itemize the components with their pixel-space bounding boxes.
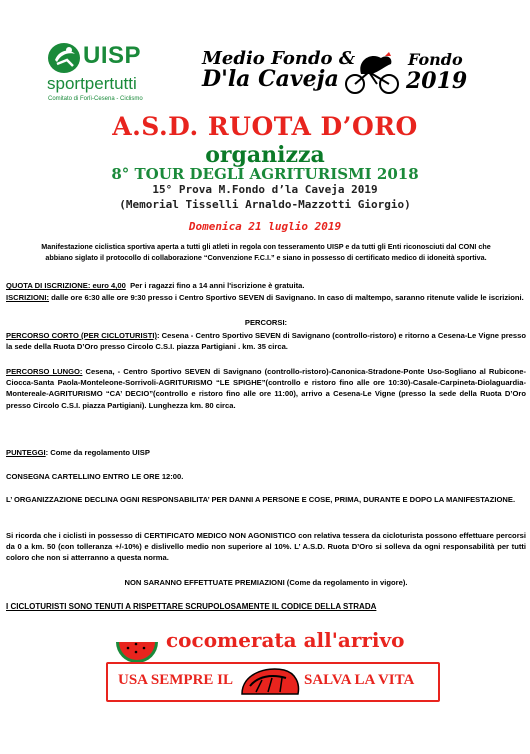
prova-heading: 15° Prova M.Fondo d’la Caveja 2019 — [152, 183, 378, 196]
punteggi-text: : Come da regolamento UISP — [45, 448, 150, 457]
uisp-tagline: sportpertutti — [47, 74, 137, 93]
uisp-name: UISP — [83, 42, 142, 69]
memorial-heading: (Memorial Tisselli Arnaldo-Mazzotti Giorgio) — [119, 198, 411, 211]
percorso-lungo-paragraph — [6, 366, 526, 411]
event-logo-fondo: Fondo — [408, 50, 463, 69]
percorso-lungo-label: PERCORSO LUNGO: — [6, 367, 83, 376]
uisp-runner-icon — [47, 42, 81, 74]
percorso-corto-text: : Cesena - Centro Sportivo SEVEN di Savignano (controllo-ristoro) e ritorno a Cesena-Le Vigne presso la sede della Ruota D’Oro presso Circolo C.S.I. piazza Partigiani . km. 35 circa. — [6, 331, 526, 352]
uisp-logo — [45, 40, 165, 108]
quota-line — [6, 280, 526, 291]
percorsi-heading: PERCORSI: — [244, 318, 288, 327]
responsabilita-paragraph: L’ ORGANIZZAZIONE DECLINA OGNI RESPONSABILITA’ PER DANNI A PERSONE E COSE, PRIMA, DURANTE E DOPO LA MANIFESTAZIONE. — [6, 495, 516, 504]
codice-strada-line: I CICLOTURISTI SONO TENUTI A RISPETTARE SCRUPOLOSAMENTE IL CODICE DELLA STRADA — [6, 602, 377, 611]
tour-heading: 8° TOUR DEGLI AGRITURISMI 2018 — [111, 165, 419, 183]
punteggi-line — [6, 447, 526, 458]
quota-text: Per i ragazzi fino a 14 anni l'iscrizione è gratuita. — [130, 281, 305, 290]
watermelon-icon — [114, 624, 160, 664]
cartellino-line: CONSEGNA CARTELLINO ENTRO LE ORE 12:00. — [6, 472, 184, 481]
cocomerata-text: cocomerata all'arrivo — [166, 628, 405, 652]
certificato-paragraph: Si ricorda che i ciclisti in possesso di CERTIFICATO MEDICO NON AGONISTICO con relativa tessera da cicloturista possono effettuare percorsi da 0 a km. 50 (con tolleranza +/-10%) e dislivello medio non superiore al 10%. L’ A.S.D. Ruota D’Oro si solleva da ogni responsabilità per tutti coloro che non si atterranno a questa norma. — [6, 531, 526, 563]
event-logo-year: 2019 — [406, 68, 468, 94]
helmet-banner — [106, 662, 440, 702]
event-logo-line1: Medio Fondo & — [202, 48, 356, 69]
event-logo-line2: D'la Caveja — [202, 66, 339, 92]
percorso-corto-paragraph — [6, 330, 526, 352]
organizza-heading: organizza — [205, 142, 325, 168]
helmet-banner-left: USA SEMPRE IL — [118, 672, 234, 688]
event-date: Domenica 21 luglio 2019 — [188, 220, 342, 233]
helmet-banner-right: SALVA LA VITA — [304, 672, 415, 688]
intro-paragraph: Manifestazione ciclistica sportiva aperta a tutti gli atleti in regola con tesseramento UISP e da tutti gli Enti riconosciuti dal CONI che abbiano siglato il protocollo di collaborazione “Convenzione F.C.I.” e siano in possesso di certificato medico di idoneità sportiva. — [41, 242, 491, 262]
percorso-lungo-text: Cesena, - Centro Sportivo SEVEN di Savignano (controllo-ristoro)-Canonica-Stradone-Ponte Uso-Sogliano al Rubicone-Ciocca-Santa Paola-Monteleone-Sorrivoli-AGRITURISMO “LE SPIGHE”(controllo e ristoro fino alle ore 10:30)-Casale-Carpineta-Diolaguardia-Montereale-AGRITURISMO “CA’ DECIO”(controllo e ristoro fino alle ore 11:00), arrivo a Cesena-Le Vigne (presso la sede della Ruota D’Oro presso Circolo C.S.I. piazza Partigiani). Lunghezza km. 80 circa. — [6, 367, 526, 410]
punteggi-label: PUNTEGGI — [6, 448, 46, 457]
event-logo — [196, 48, 476, 108]
iscrizioni-text: dalle ore 6:30 alle ore 9:30 presso i Centro Sportivo SEVEN di Savignano. In caso di maltempo, saranno ritenute valide le iscrizioni. — [49, 293, 524, 302]
club-title: A.S.D. RUOTA D’ORO — [112, 112, 418, 141]
iscrizioni-label: ISCRIZIONI: — [6, 293, 50, 302]
uisp-committee: Comitato di Forlì-Cesena - Ciclismo — [48, 96, 143, 102]
percorso-corto-label: PERCORSO CORTO (PER CICLOTURISTI) — [6, 331, 157, 340]
helmet-icon — [238, 664, 302, 700]
cocomerata-banner — [114, 624, 414, 666]
quota-label: QUOTA DI ISCRIZIONE: euro 4,00 — [6, 281, 126, 290]
iscrizioni-paragraph — [6, 292, 526, 303]
rooster-cyclist-icon — [341, 50, 403, 94]
premiazioni-line: NON SARANNO EFFETTUATE PREMIAZIONI (Come da regolamento in vigore). — [124, 578, 408, 587]
